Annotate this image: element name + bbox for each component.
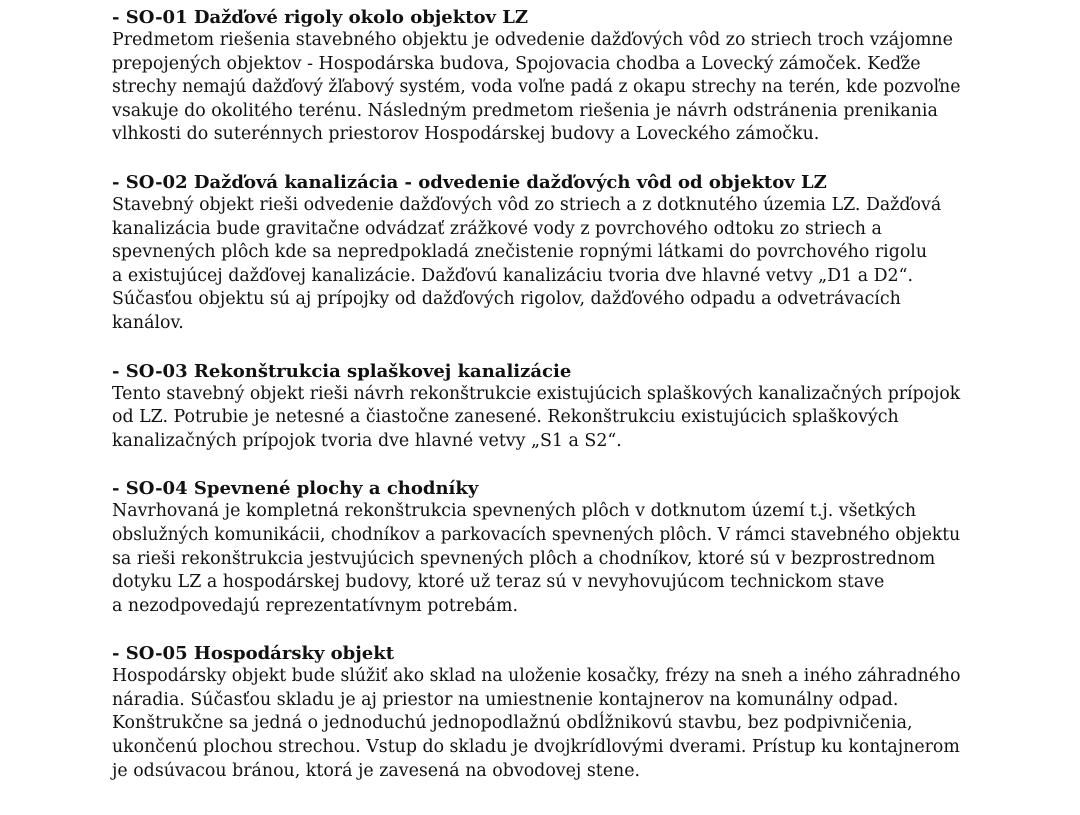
section-title: - SO-04 Spevnené plochy a chodníky [112, 478, 479, 500]
text-line: a existujúcej dažďovej kanalizácie. Dažďovú kanalizáciu tvoria dve hlavné vetvy „D1 a D2“. [112, 265, 914, 286]
text-line: vlhkosti do suterénnych priestorov Hospodárskej budovy a Loveckého zámočku. [112, 124, 820, 145]
section-title: - SO-01 Dažďové rigoly okolo objektov LZ [112, 7, 529, 28]
text-line: kanalizačných prípojok tvoria dve hlavné vetvy „S1 a S2“. [112, 430, 622, 451]
text-line: Hospodársky objekt bude slúžiť ako sklad na uloženie kosačky, frézy na sneh a iného záhradného [112, 666, 961, 687]
section-title: - SO-03 Rekonštrukcia splaškovej kanalizácie [112, 360, 572, 382]
text-line: Predmetom riešenia stavebného objektu je odvedenie dažďových vôd zo striech troch vzájomne [112, 30, 953, 50]
text-line: spevnených plôch kde sa nepredpokladá znečistenie ropnými látkami do povrchového rigolu [112, 242, 928, 263]
text-line: Stavebný objekt rieši odvedenie dažďových vôd zo striech a z dotknutého územia LZ. Dažďová [112, 194, 942, 215]
text-line: strechy nemajú dažďový žľabový systém, voda voľne padá z okapu strechy na terén, kde pozvoľne [112, 77, 961, 98]
text-line: je odsúvacou bránou, ktorá je zavesená na obvodovej stene. [112, 760, 641, 781]
section-title: - SO-05 Hospodársky objekt [112, 643, 395, 665]
section-so-03 [112, 360, 960, 454]
text-line: Tento stavebný objekt rieši návrh rekonštrukcie existujúcich splaškových kanalizačných prípojok [112, 383, 961, 404]
text-line: náradia. Súčasťou skladu je aj priestor na umiestnenie kontajnerov na komunálny odpad. [112, 689, 899, 710]
section-so-02 [112, 171, 960, 336]
text-line: dotyku LZ a hospodárskej budovy, ktoré už teraz sú v nevyhovujúcom technickom stave [112, 572, 885, 593]
text-line: Navrhovaná je kompletná rekonštrukcia spevnených plôch v dotknutom území t.j. všetkých [112, 501, 917, 522]
text-line: obslužných komunikácii, chodníkov a parkovacích spevnených plôch. V rámci stavebného objektu [112, 524, 961, 545]
text-line: ukončenú plochou strechou. Vstup do skladu je dvojkrídlovými dverami. Prístup ku kontajnerom [112, 737, 960, 758]
section-title: - SO-02 Dažďová kanalizácia - odvedenie dažďových vôd od objektov LZ [112, 171, 827, 193]
section-body [112, 194, 960, 336]
text-line: od LZ. Potrubie je netesné a čiastočne zanesené. Rekonštrukciu existujúcich splaškových [112, 407, 899, 428]
text-line: kanalizácia bude gravitačne odvádzať zrážkové vody z povrchového odtoku zo striech a [112, 218, 882, 239]
section-body [112, 500, 960, 618]
text-line: Konštrukčne sa jedná o jednoduchú jednopodlažnú obdĺžnikovú stavbu, bez podpivničenia, [112, 713, 913, 734]
text-line: prepojených objektov - Hospodárska budova, Spojovacia chodba a Lovecký zámoček. Keďže [112, 53, 921, 74]
section-body [112, 383, 960, 454]
text-line: sa rieši rekonštrukcia jestvujúcich spevnených plôch a chodníkov, ktoré sú v bezprostrednom [112, 548, 936, 569]
section-body [112, 29, 960, 147]
section-so-04 [112, 477, 960, 618]
text-line: kanálov. [112, 312, 184, 333]
text-line: Súčasťou objektu sú aj prípojky od dažďových rigolov, dažďového odpadu a odvetrávacích [112, 289, 901, 310]
text-line: a nezodpovedajú reprezentatívnym potrebám. [112, 595, 518, 616]
document-page [112, 6, 960, 807]
section-so-05 [112, 642, 960, 783]
section-body [112, 665, 960, 783]
section-so-01 [112, 6, 960, 147]
text-line: vsakuje do okolitého terénu. Následným predmetom riešenia je návrh odstránenia prenikania [112, 100, 938, 121]
